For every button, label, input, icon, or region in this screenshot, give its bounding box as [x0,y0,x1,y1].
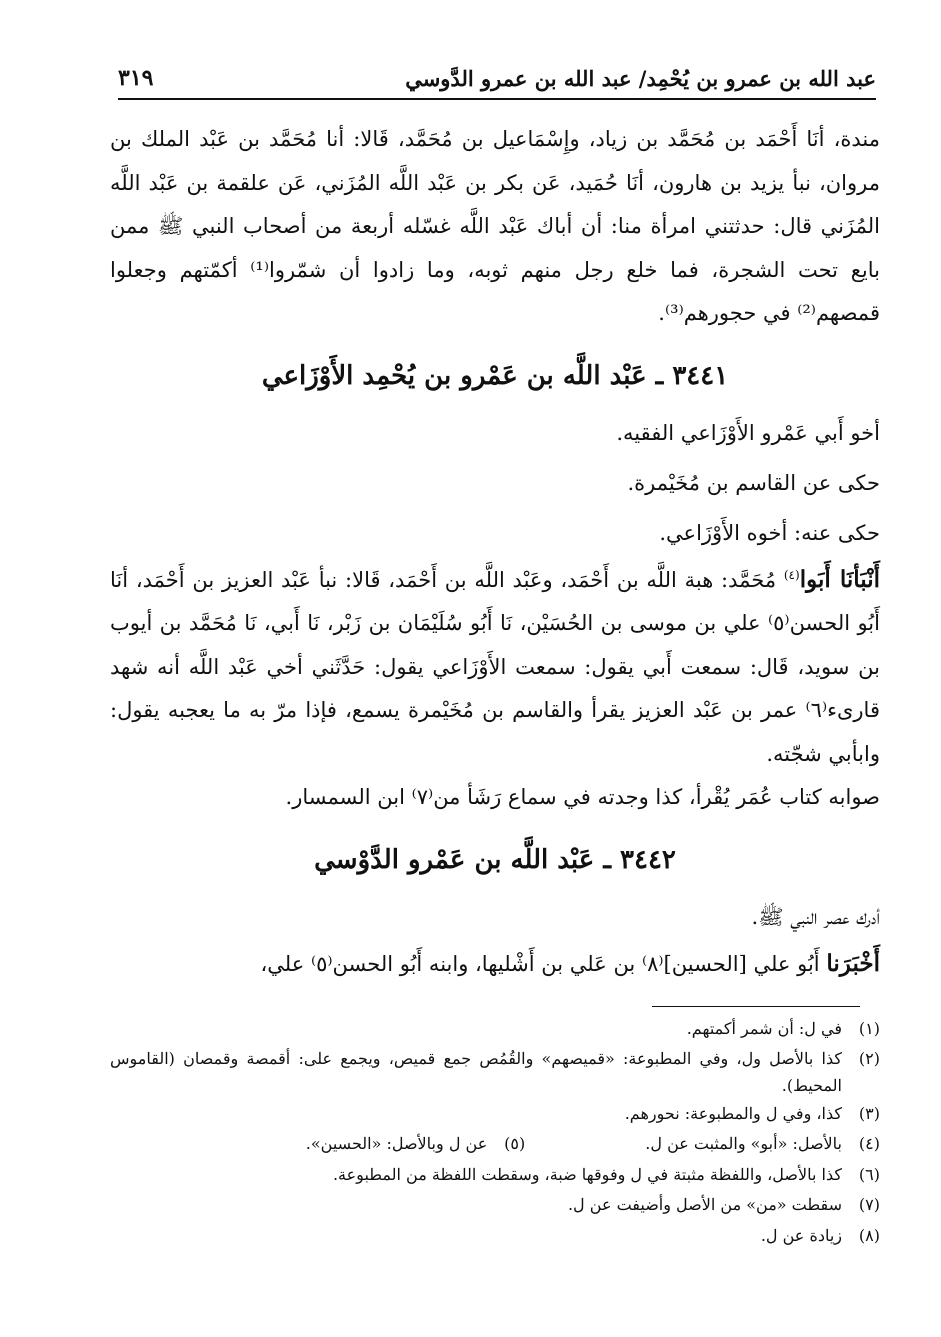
entry-3441-title: ٣٤٤١ ـ عَبْد اللَّه بن عَمْرو بن يُحْمِد الأَوْزَاعي [261,360,729,391]
footnote-number: (١) [858,1019,880,1038]
footnote-separator [652,1006,860,1007]
footnote-text: كذا، وفي ل والمطبوعة: نحورهم. [624,1103,842,1123]
entry-3442-line-1: أدرك عصر النبي ﷺ. [751,904,880,929]
footnote-6 [110,1160,880,1191]
entry-3442-isnad-paragraph [110,942,880,987]
footnote-text: في ل: أن شمر أكمتهم. [686,1019,842,1038]
isnad-text: أَبُو علي [الحسين]⁽٨⁾ بن عَلي بن أَشْليها، وابنه أَبُو الحسن⁽٥⁾ علي، [260,951,820,976]
header-rule [118,98,876,100]
footnote-8 [110,1221,880,1252]
entry-3442-title: ٣٤٤٢ ـ عَبْد اللَّه بن عَمْرو الدَّوْسي [314,844,676,875]
entry-3441-line-3: حكى عنه: أخوه الأَوْزَاعي. [659,520,880,545]
footnote-text: كذا بالأصل، واللفظة مثبتة في ل وفوقها ضبة، وسقطت اللفظة من المطبوعة. [332,1164,842,1184]
footnote-1 [110,1014,880,1045]
running-title: عبد الله بن عمرو بن يُحْمِد/ عبد الله بن عمرو الدَّوسي [405,65,876,91]
page-number: ٣١٩ [118,65,154,91]
footnote-text: سقطت «من» من الأصل وأضيفت عن ل. [567,1195,842,1214]
footnote-4-5 [110,1129,880,1160]
footnote-number: (٧) [858,1195,880,1214]
isnad-lead-word: أَنْبَأنَا أَبَوا [799,565,880,593]
footnote-text: زيادة عن ل. [760,1225,842,1245]
footnote-3 [110,1099,880,1130]
footnote-number: (٣) [858,1103,880,1123]
footnote-number: (٥) [504,1134,526,1153]
continuation-paragraph: مندة، أنَا أَحْمَد بن مُحَمَّد بن زياد، وإِسْمَاعيل بن مُحَمَّد، قَالا: أنا مُحَمَّد بن عَبْد الملك بن مروان، نبأ يزيد بن هارون، أنَا حُمَيد، عَن بكر بن عَبْد اللَّه المُزَني، عَن علقمة بن عَبْد اللَّه المُزَني قال: حدثتني امرأة منا: أن أباك عَبْد اللَّه غسّله أربعة من أصحاب النبي ﷺ ممن بايع تحت الشجرة، فما خلع رجل منهم ثوبه، وما زادوا أن شمّروا⁽¹⁾ أكمّتهم وجعلوا قمصهم⁽²⁾ في حجورهم⁽³⁾. [110,127,880,325]
footnote-number: (٦) [858,1164,880,1184]
footnote-number: (٤) [858,1134,880,1153]
footnote-marker: (٤) [783,567,800,582]
footnote-number: (٨) [858,1225,880,1245]
isnad-text: مُحَمَّد: هبة اللَّه بن أَحْمَد، وعَبْد اللَّه بن أَحْمَد، قَالا: نبأ عَبْد العزيز بن أَحْمَد، أنَا أَبُو الحسن⁽٥⁾ علي بن موسى بن الحُسَيْن، نَا أَبُو سُلَيْمَان بن زَبْر، نَا أَبي، نَا مُحَمَّد بن أيوب بن سويد، قَال: سمعت أَبي يقول: سمعت الأَوْزَاعي يقول: حَدَّثَني أخي عَبْد اللَّه أنه شهد قارىء⁽٦⁾ عمر بن عَبْد العزيز يقرأ والقاسم بن مُخَيْمرة يسمع، فإذا مرّ به ما يعجبه يقول: وابأبي شجّته. [110,567,880,766]
footnote-text: عن ل وبالأصل: «الحسين». [305,1134,488,1153]
footnote-2 [110,1045,880,1099]
footnote-7 [110,1190,880,1221]
main-text [110,118,880,986]
page-header [118,58,876,98]
isnad-lead-word: أَخْبَرَنا [826,949,880,977]
entry-3441-line-2: حكى عن القاسم بن مُخَيْمرة. [627,470,880,495]
footnotes [110,1014,880,1251]
entry-3441-isnad-paragraph [110,558,880,777]
entry-3441-note: صوابه كتاب عُمَر يُقْرأ، كذا وجدته في سماع رَشَأ من⁽٧⁾ ابن السمسار. [285,785,880,809]
footnote-text: كذا بالأصل ول، وفي المطبوعة: «قميصهم» والقُمُص جمع قميص، ويجمع على: أقمصة وقمصان (القاموس المحيط). [110,1048,842,1095]
entry-3441-line-1: أخو أَبي عَمْرو الأَوْزَاعي الفقيه. [616,420,880,445]
footnote-number: (٢) [858,1048,880,1068]
footnote-text: بالأصل: «أبو» والمثبت عن ل. [645,1134,842,1153]
